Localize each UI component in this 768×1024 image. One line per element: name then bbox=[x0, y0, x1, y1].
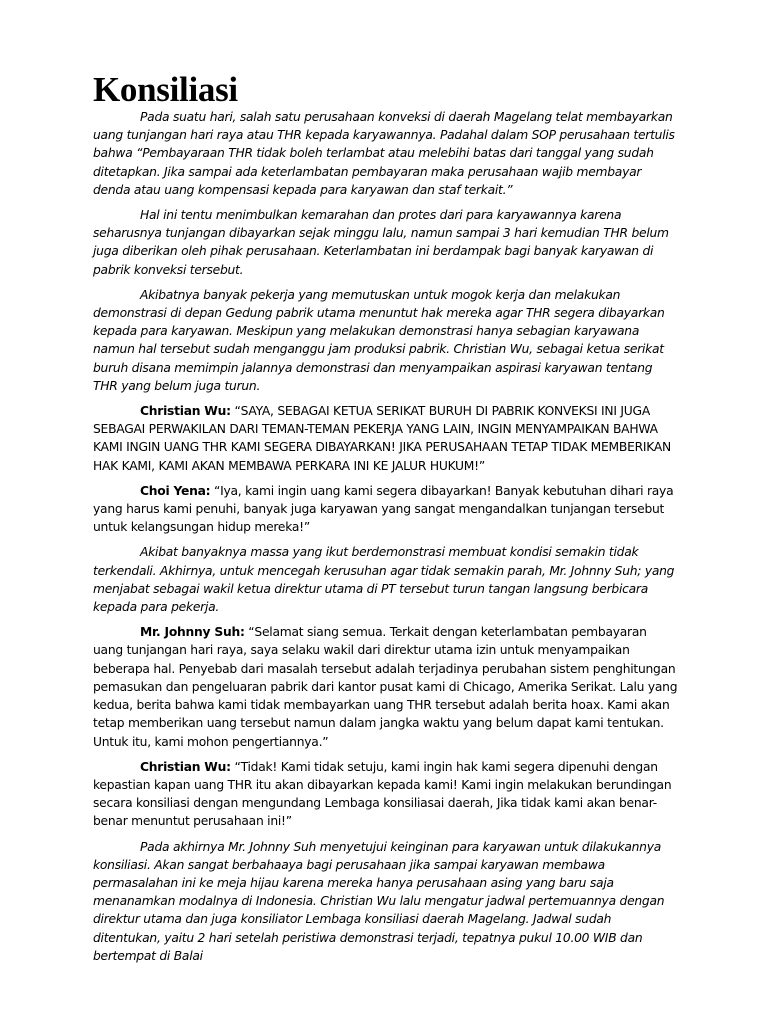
paragraph-narration bbox=[93, 838, 678, 965]
paragraph-text: Akibat banyaknya massa yang ikut berdemonstrasi membuat kondisi semakin tidak terkendali. Akhirnya, untuk mencegah kerusuhan agar tidak semakin parah, Mr. Johnny Suh; yang menjabat sebagai wakil ketua direktur utama di PT tersebut turun tangan langsung berbicara kepada para pekerja. bbox=[93, 545, 675, 615]
speaker-name: Mr. Johnny Suh: bbox=[140, 625, 245, 640]
dialogue-text: “Selamat siang semua. Terkait dengan keterlambatan pembayaran uang tunjangan hari raya, saya selaku wakil dari direktur utama izin untuk menyampaikan beberapa hal. Penyebab dari masalah tersebut adalah terjadinya perubahan sistem penghitungan pemasukan dan pengeluaran pabrik dari kantor pusat kami di Chicago, Amerika Serikat. Lalu yang kedua, berita bahwa kami tidak membayarkan uang THR tersebut adalah berita hoax. Kami akan tetap memberikan uang tersebut namun dalam jangka waktu yang belum dapat kami tentukan. Untuk itu, kami mohon pengertiannya.” bbox=[93, 625, 678, 749]
document-title: Konsiliasi bbox=[93, 70, 238, 109]
dialogue-text: “Tidak! Kami tidak setuju, kami ingin hak kami segera dipenuhi dengan kepastian kapan uang THR itu akan dibayarkan kepada kami! Kami ingin melakukan berundingan secara konsiliasi dengan mengundang Lembaga konsiliasai daerah, Jika tidak kami akan benar-benar menuntut perusahaan ini!” bbox=[93, 759, 672, 829]
paragraph-dialogue bbox=[93, 482, 678, 537]
paragraph-text: Hal ini tentu menimbulkan kemarahan dan protes dari para karyawannya karena seharusnya tunjangan dibayarkan sejak minggu lalu, namun sampai 3 hari kemudian THR belum juga diberikan oleh pihak perusahaan. Keterlambatan ini berdampak bagi banyak karyawan di pabrik konveksi tersebut. bbox=[93, 208, 669, 277]
dialogue-text: “SAYA, SEBAGAI KETUA SERIKAT BURUH DI PABRIK KONVEKSI INI JUGA SEBAGAI PERWAKILAN DARI TEMAN-TEMAN PEKERJA YANG LAIN, INGIN MENYAMPAIKAN BAHWA KAMI INGIN UANG THR KAMI SEGERA DIBAYARKAN! JIKA PERUSAHAAN TETAP TIDAK MEMBERIKAN HAK KAMI, KAMI AKAN MEMBAWA PERKARA INI KE JALUR HUKUM!” bbox=[93, 404, 671, 473]
paragraph-dialogue bbox=[93, 402, 678, 475]
speaker-name: Christian Wu: bbox=[140, 759, 231, 774]
paragraph-narration bbox=[93, 206, 678, 279]
paragraph-text: Pada suatu hari, salah satu perusahaan konveksi di daerah Magelang telat membayarkan uang tunjangan hari raya atau THR kepada karyawannya. Padahal dalam SOP perusahaan tertulis bahwa “Pembayaraan THR tidak boleh terlambat atau melebihi batas dari tanggal yang sudah ditetapkan. Jika sampai ada keterlambatan pembayaran maka perusahaan wajib membayar denda atau uang kompensasi kepada para karyawan dan staf terkait.” bbox=[93, 110, 675, 197]
speaker-name: Christian Wu: bbox=[140, 404, 231, 419]
paragraph-text: Pada akhirnya Mr. Johnny Suh menyetujui keinginan para karyawan untuk dilakukannya konsiliasi. Akan sangat berbahaaya bagi perusahaan jika sampai karyawan membawa permasalahan ini ke meja hijau karena mereka hanya perusahaan asing yang baru saja menanamkan modalnya di Indonesia. Christian Wu lalu mengatur jadwal pertemuannya dengan direktur utama dan juga konsiliator Lembaga konsiliasi daerah Magelang. Jadwal sudah ditentukan, yaitu 2 hari setelah peristiwa demonstrasi terjadi, tepatnya pukul 10.00 WIB dan bertempat di Balai bbox=[93, 839, 665, 963]
paragraph-text: Akibatnya banyak pekerja yang memutuskan untuk mogok kerja dan melakukan demonstrasi di depan Gedung pabrik utama menuntut hak mereka agar THR segera dibayarkan kepada para karyawan. Meskipun yang melakukan demonstrasi hanya sebagian karyawana namun hal tersebut sudah menganggu jam produksi pabrik. Christian Wu, sebagai ketua serikat buruh disana memimpin jalannya demonstrasi dan menyampaikan aspirasi karyawan tentang THR yang belum juga turun. bbox=[93, 287, 665, 393]
dialogue-text: “Iya, kami ingin uang kami segera dibayarkan! Banyak kebutuhan dihari raya yang harus kami penuhi, banyak juga karyawan yang sangat mengandalkan tunjangan tersebut untuk kelangsungan hidup mereka!” bbox=[93, 483, 674, 535]
paragraph-dialogue bbox=[93, 758, 678, 831]
document-page bbox=[93, 70, 678, 972]
speaker-name: Choi Yena: bbox=[140, 483, 211, 498]
paragraph-narration bbox=[93, 543, 678, 616]
paragraph-narration bbox=[93, 286, 678, 395]
paragraph-dialogue bbox=[93, 623, 678, 750]
paragraph-narration bbox=[93, 108, 678, 199]
